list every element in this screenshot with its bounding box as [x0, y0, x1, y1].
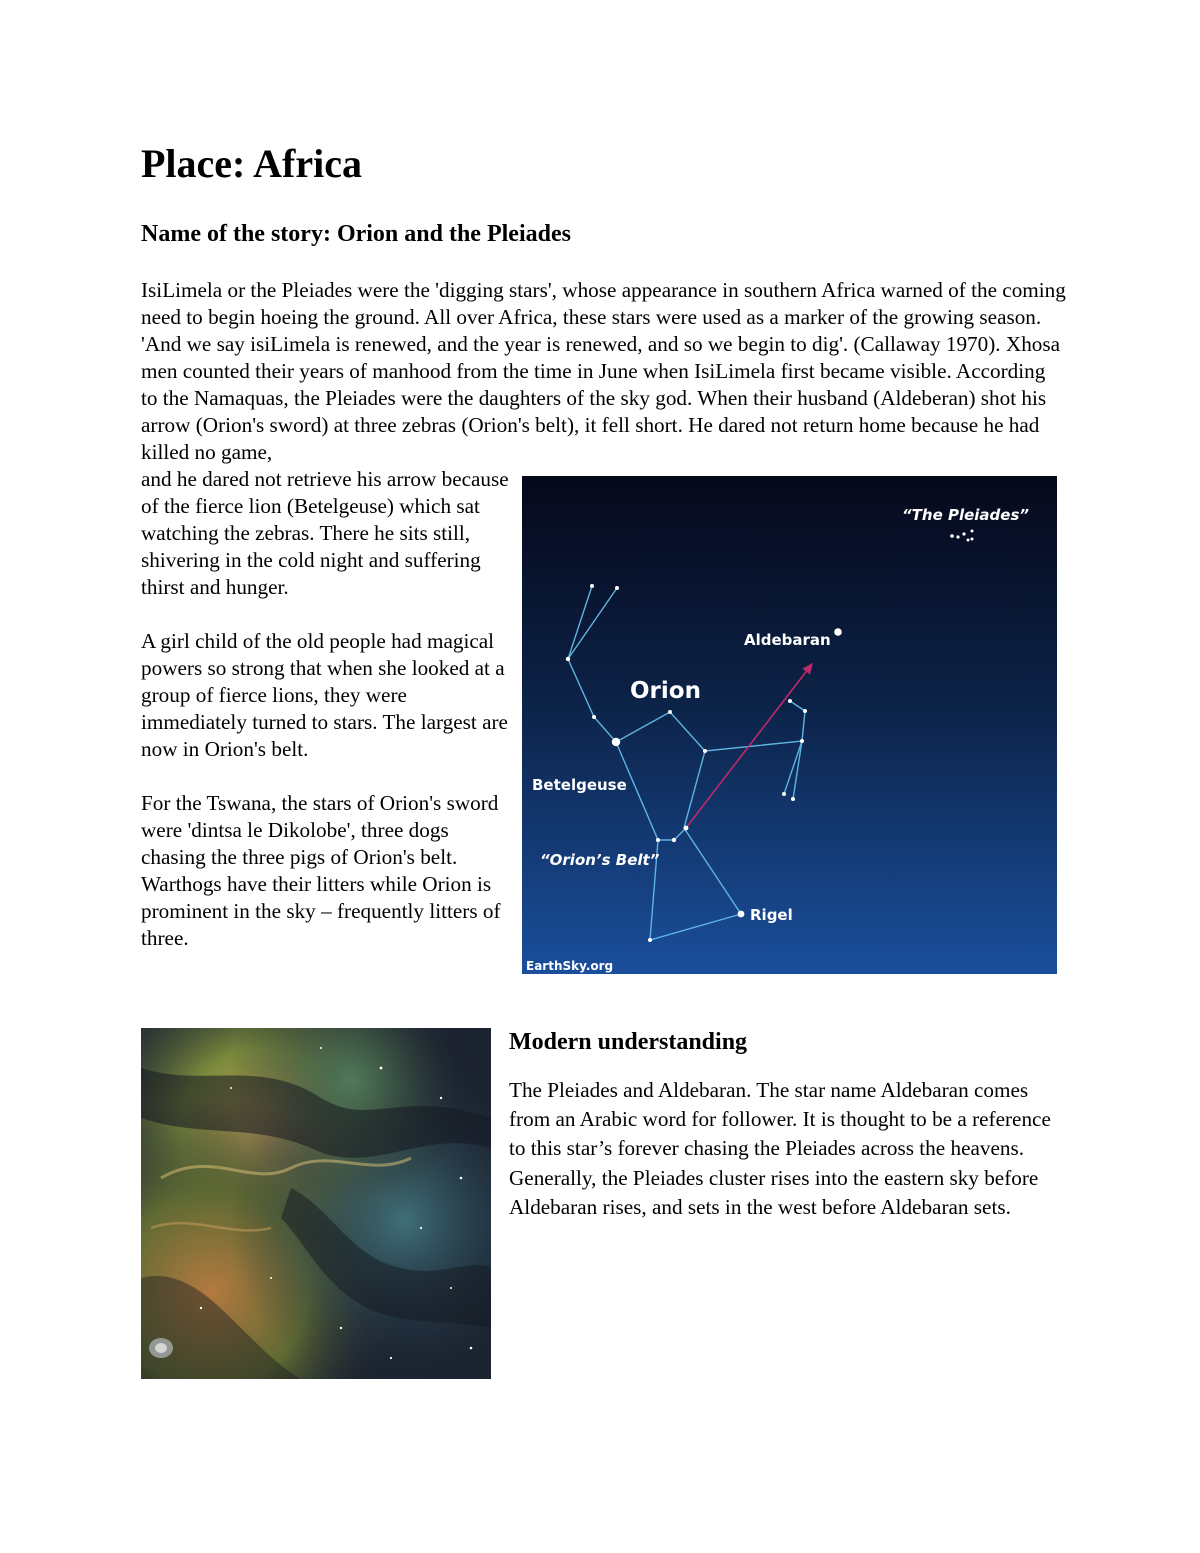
- lion-paragraph: and he dared not retrieve his arrow because of the fierce lion (Betelgeuse) which sat watching the zebras. There he sits still, shivering in the cold night and suffering thirst and hunger.: [141, 467, 509, 599]
- tswana-paragraph: For the Tswana, the stars of Orion's sword were 'dintsa le Dikolobe', three dogs chasing the three pigs of Orion's belt. Warthogs have their litters while Orion is prominent in the sky – frequently litters of three.: [141, 791, 501, 950]
- betelgeuse-star: [612, 738, 620, 746]
- girl-child-paragraph: A girl child of the old people had magical powers so strong that when she looked at a group of fierce lions, they were immediately turned to stars. The largest are now in Orion's belt.: [141, 629, 508, 761]
- rigel-label: Rigel: [750, 906, 793, 924]
- night-sky-background: [522, 476, 1057, 974]
- modern-understanding-heading: Modern understanding: [509, 1029, 748, 1055]
- story-name-heading: Name of the story: Orion and the Pleiades: [141, 221, 571, 247]
- betelgeuse-label: Betelgeuse: [532, 776, 627, 794]
- modern-understanding-paragraph: The Pleiades and Aldebaran. The star name Aldebaran comes from an Arabic word for follower. It is thought to be a reference to this star’s forever chasing the Pleiades across the heavens. Generally, the Pleiades cluster rises into the eastern sky before Aldebaran rises, and sets in the west before Aldebaran sets.: [509, 1078, 1051, 1219]
- pleiades-label: “The Pleiades”: [902, 506, 1030, 524]
- orions-belt-label: “Orion’s Belt”: [540, 851, 660, 869]
- page-title: Place: Africa: [141, 141, 362, 186]
- rigel-star: [738, 911, 745, 918]
- earthsky-credit: EarthSky.org: [526, 959, 614, 973]
- nebula-image: [141, 1028, 491, 1379]
- aldebaran-label: Aldebaran: [744, 631, 831, 649]
- left-text-column: [141, 466, 513, 979]
- orion-constellation-image: [522, 476, 1057, 974]
- intro-paragraph: IsiLimela or the Pleiades were the 'digging stars', whose appearance in southern Africa warned of the coming need to begin hoeing the ground. All over Africa, these stars were used as a marker of the growing season. 'And we say isiLimela is renewed, and the year is renewed, and so we begin to dig'. (Callaway 1970). Xhosa men counted their years of manhood from the time in June when IsiLimela first became visible. According to the Namaquas, the Pleiades were the daughters of the sky god. When their husband (Aldeberan) shot his arrow (Orion's sword) at three zebras (Orion's belt), it fell short. He dared not return home because he had killed no game,: [141, 278, 1066, 464]
- aldebaran-star: [834, 628, 842, 636]
- orion-label: Orion: [630, 678, 701, 704]
